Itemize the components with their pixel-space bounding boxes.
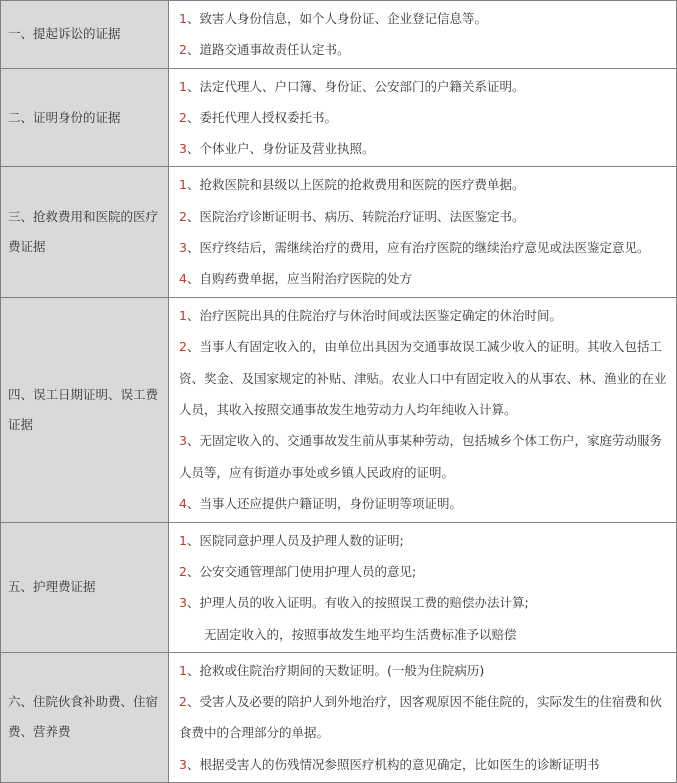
list-item: 2、委托代理人授权委托书。 <box>179 109 337 125</box>
list-item: 1、医院同意护理人员及护理人数的证明; <box>179 532 404 548</box>
list-item: 3、医疗终结后，需继续治疗的费用，应有治疗医院的继续治疗意见或法医鉴定意见。 <box>179 240 650 256</box>
list-item: 1、法定代理人、户口簿、身份证、公安部门的户籍关系证明。 <box>179 78 525 94</box>
table-row <box>1 297 677 522</box>
list-item: 3、根据受害人的伤残情况参照医疗机构的意见确定，比如医生的诊断证明书 <box>179 756 600 772</box>
category-cell: 五、护理费证据 <box>1 522 169 652</box>
list-item: 4、当事人还应提供户籍证明，身份证明等项证明。 <box>179 495 462 511</box>
list-item: 1、治疗医院出具的住院治疗与休治时间或法医鉴定确定的休治时间。 <box>179 308 562 324</box>
list-item: 2、公安交通管理部门使用护理人员的意见; <box>179 563 417 579</box>
table-row <box>1 652 677 782</box>
items-cell <box>169 297 677 522</box>
table-row <box>1 68 677 167</box>
table-row <box>1 1 677 69</box>
list-item: 3、无固定收入的、交通事故发生前从事某种劳动，包括城乡个体工伤户，家庭劳动服务人员等，应有街道办事处或乡镇人民政府的证明。 <box>179 433 662 480</box>
list-item: 无固定收入的，按照事故发生地平均生活费标准予以赔偿 <box>204 626 517 642</box>
table-row <box>1 522 677 652</box>
list-item: 1、抢救或住院治疗期间的天数证明。(一般为住院病历) <box>179 662 485 678</box>
category-cell: 二、证明身份的证据 <box>1 68 169 167</box>
items-cell <box>169 522 677 652</box>
items-cell <box>169 167 677 297</box>
list-item: 2、当事人有固定收入的，由单位出具因为交通事故误工减少收入的证明。其收入包括工资、奖金、及国家规定的补贴、津贴。农业人口中有固定收入的从事农、林、渔业的在业人员，其收入按照交通事故发生地劳动力人均年纯收入计算。 <box>179 339 667 418</box>
list-item: 4、自购药费单据，应当附治疗医院的处方 <box>179 271 412 287</box>
category-cell: 三、抢救费用和医院的医疗费证据 <box>1 167 169 297</box>
list-item: 2、受害人及必要的陪护人到外地治疗，因客观原因不能住院的，实际发生的住宿费和伙食费中的合理部分的单据。 <box>179 694 662 741</box>
items-cell <box>169 652 677 782</box>
list-item: 3、个体业户、身份证及营业执照。 <box>179 141 375 157</box>
category-cell: 六、住院伙食补助费、住宿费、营养费 <box>1 652 169 782</box>
list-item: 2、道路交通事故责任认定书。 <box>179 42 350 58</box>
list-item: 3、护理人员的收入证明。有收入的按照误工费的赔偿办法计算; <box>179 595 529 611</box>
list-item: 1、致害人身份信息，如个人身份证、企业登记信息等。 <box>179 11 487 26</box>
category-cell: 一、提起诉讼的证据 <box>1 1 169 69</box>
items-cell <box>169 68 677 167</box>
items-cell <box>169 1 677 69</box>
category-cell: 四、误工日期证明、误工费证据 <box>1 297 169 522</box>
table-row <box>1 167 677 297</box>
list-item: 2、医院治疗诊断证明书、病历、转院治疗证明、法医鉴定书。 <box>179 208 525 224</box>
list-item: 1、抢救医院和县级以上医院的抢救费用和医院的医疗费单据。 <box>179 177 525 193</box>
